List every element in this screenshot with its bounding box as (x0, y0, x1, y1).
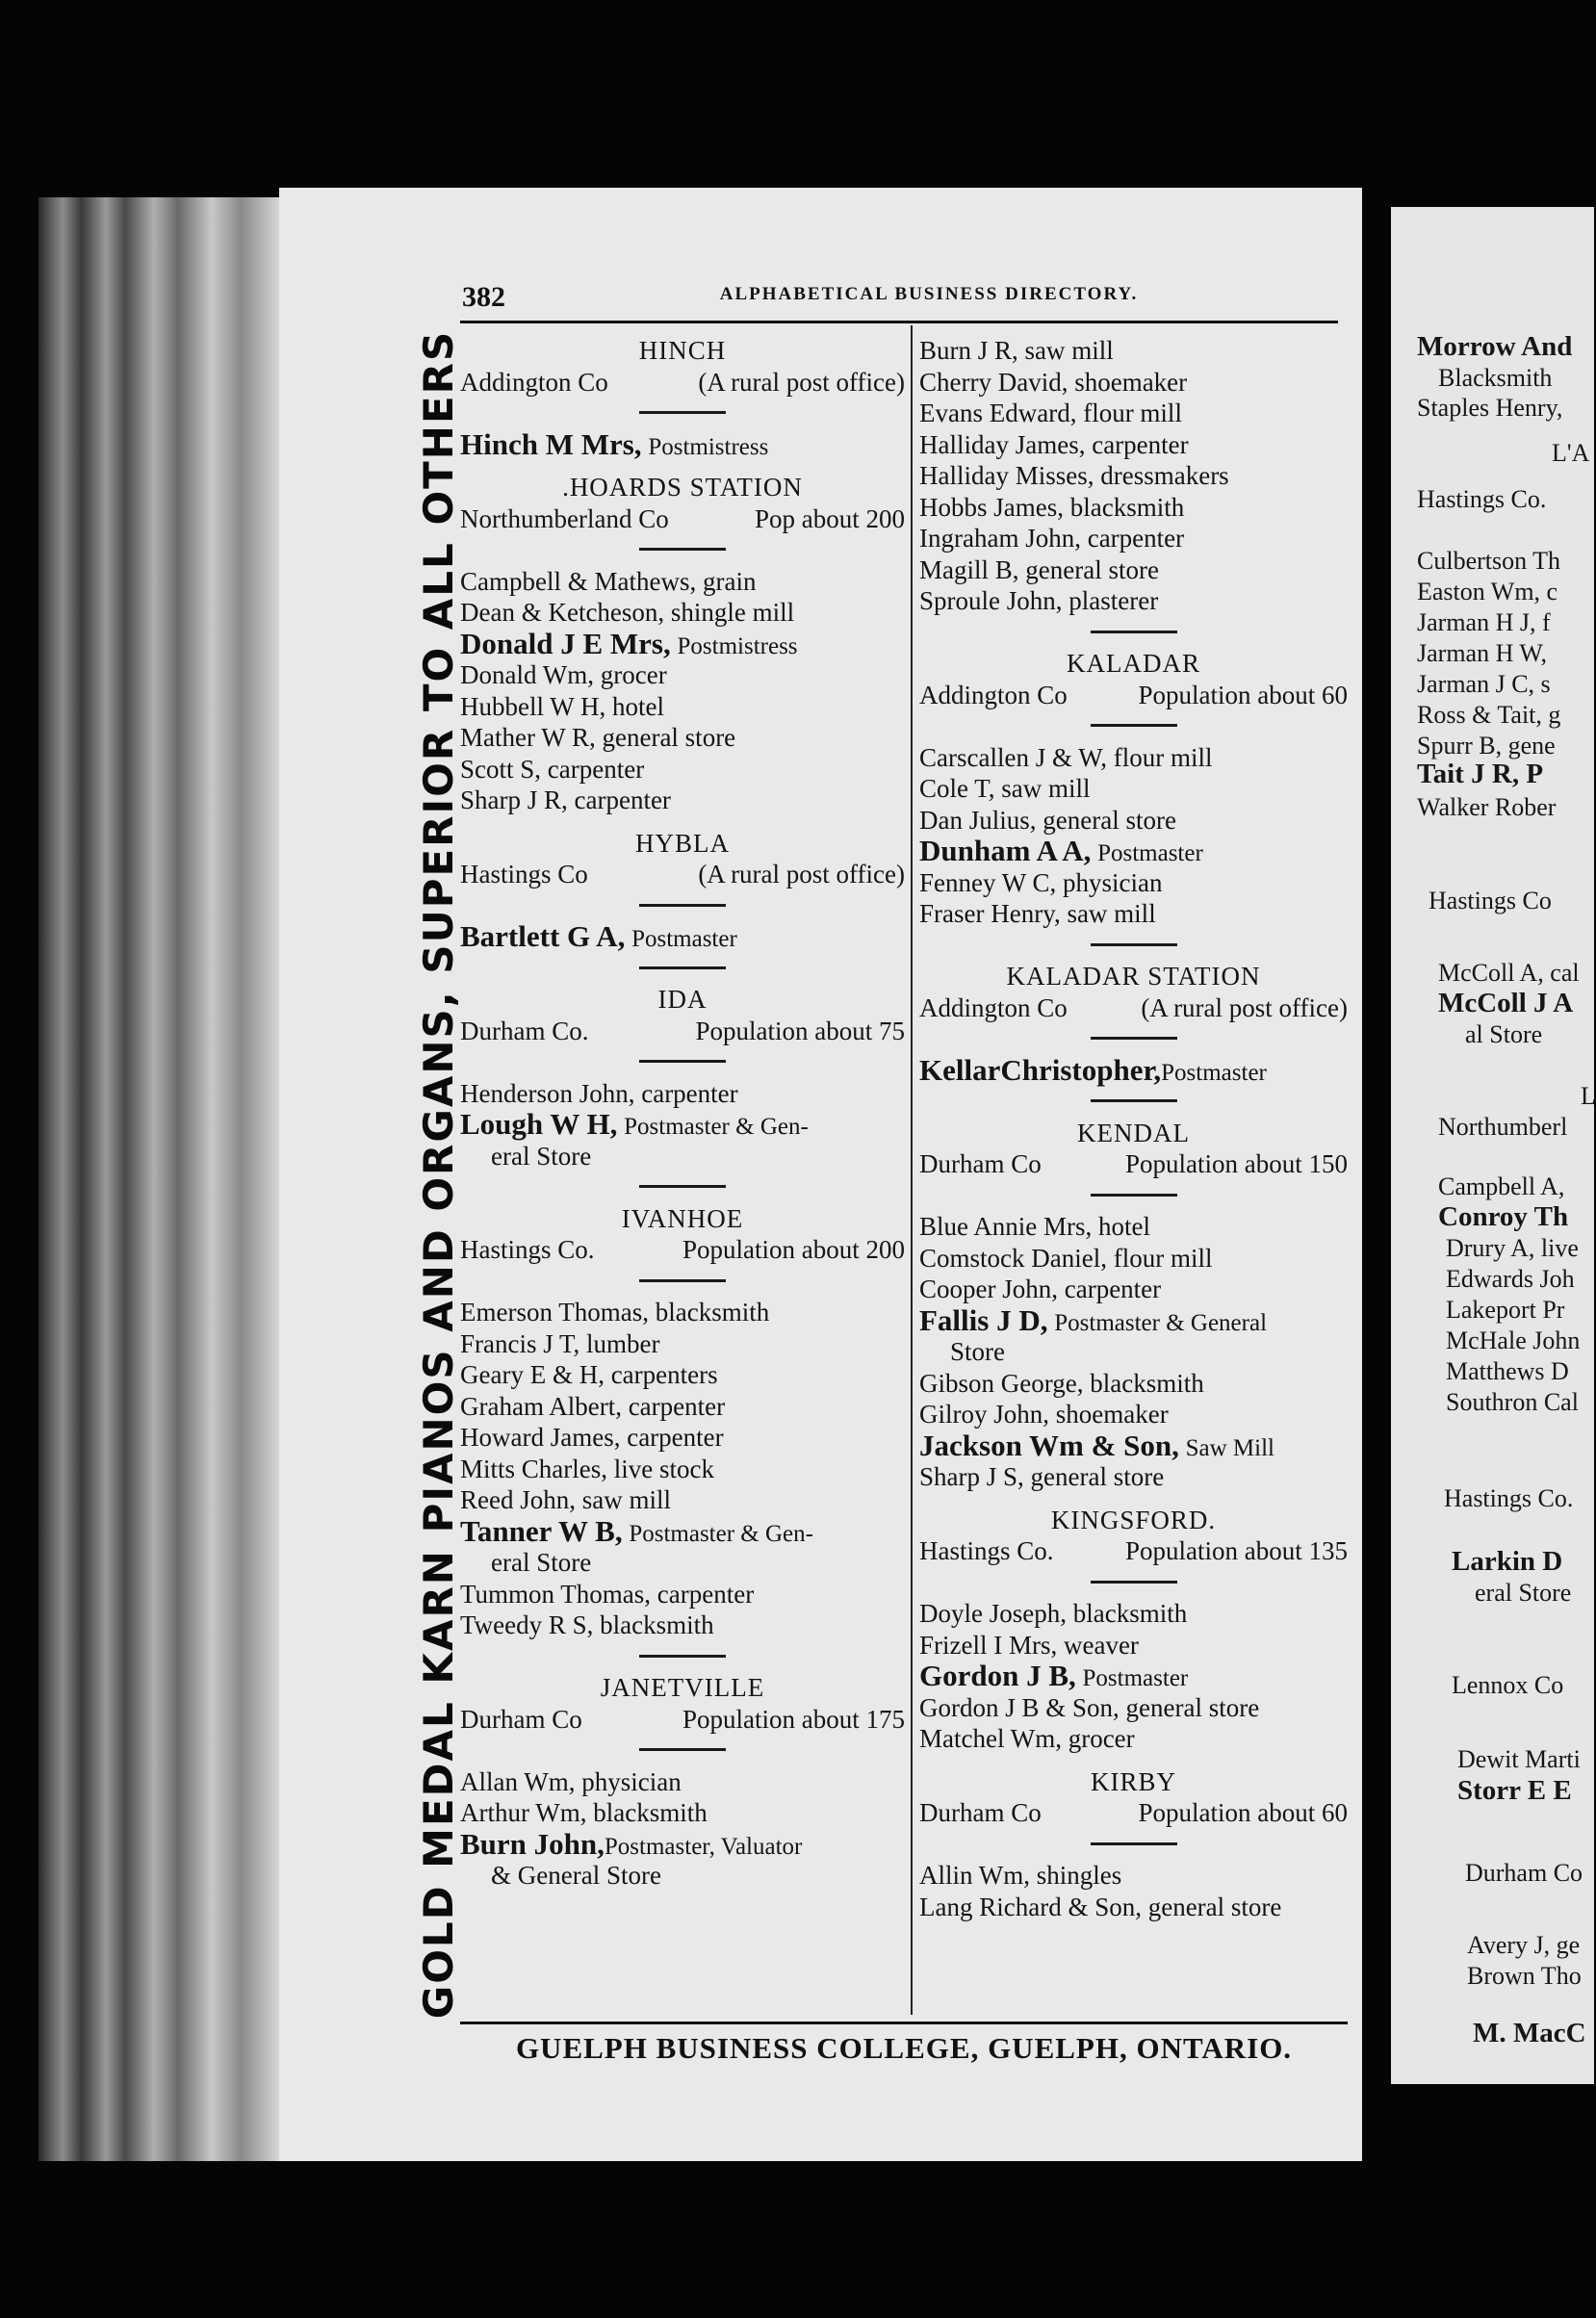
facing-fragment: Morrow And (1417, 331, 1573, 362)
directory-entry: Gordon J B, Postmaster (919, 1659, 1189, 1692)
facing-fragment: Avery J, ge (1467, 1931, 1581, 1959)
town-meta: Hastings Co. Population about 135 (919, 1536, 1348, 1565)
facing-fragment: Dewit Marti (1457, 1745, 1581, 1773)
facing-fragment: Southron Cal (1446, 1388, 1579, 1416)
section-rule (460, 398, 905, 429)
town-heading-janetville: JANETVILLE (600, 1673, 765, 1702)
directory-entry: Cole T, saw mill (919, 774, 1091, 803)
facing-fragment: Hastings Co (1429, 887, 1552, 914)
section-rule (919, 617, 1348, 649)
directory-entry: Reed John, saw mill (460, 1485, 671, 1514)
directory-entry: Geary E & H, carpenters (460, 1360, 718, 1389)
town-heading-ida: IDA (657, 985, 708, 1014)
directory-entry: Jackson Wm & Son, Saw Mill (919, 1428, 1274, 1462)
facing-fragment: Matthews D (1446, 1357, 1569, 1385)
directory-entry: Cooper John, carpenter (919, 1275, 1162, 1303)
directory-entry: Francis J T, lumber (460, 1328, 660, 1358)
facing-fragment: McColl A, cal (1438, 959, 1580, 987)
directory-entry: Sproule John, plasterer (919, 586, 1159, 615)
directory-entry: Lang Richard & Son, general store (919, 1892, 1282, 1921)
directory-entry: Matchel Wm, grocer (919, 1724, 1135, 1753)
facing-fragment: Northumberl (1438, 1113, 1568, 1141)
facing-fragment: Tait J R, P (1417, 759, 1544, 789)
directory-entry: Fenney W C, physician (919, 867, 1163, 897)
directory-entry: Lough W H, Postmaster & Gen- (460, 1107, 809, 1141)
section-rule (460, 1266, 905, 1298)
directory-entry: Burn J R, saw mill (919, 336, 1114, 365)
directory-entry: Cherry David, shoemaker (919, 367, 1188, 397)
directory-entry: Scott S, carpenter (460, 754, 645, 784)
directory-entry: Dan Julius, general store (919, 805, 1176, 835)
facing-fragment: al Store (1465, 1020, 1543, 1048)
column-divider (911, 325, 913, 2015)
town-heading-hybla: HYBLA (635, 828, 730, 858)
town-meta: Durham Co. Population about 75 (460, 1016, 905, 1045)
directory-entry: Emerson Thomas, blacksmith (460, 1298, 770, 1326)
footer-rule (460, 2022, 1348, 2024)
facing-fragment: Spurr B, gene (1417, 732, 1556, 760)
facing-fragment: Lennox Co (1452, 1671, 1564, 1699)
town-heading-kaladar-station: KALADAR STATION (1006, 962, 1261, 991)
directory-entry: Donald J E Mrs, Postmistress (460, 626, 798, 660)
right-column (919, 335, 1348, 1922)
town-meta: Addington Co (A rural post office) (460, 367, 905, 397)
town-meta: Northumberland Co Pop about 200 (460, 503, 905, 533)
facing-fragment: Lakeport Pr (1446, 1296, 1565, 1324)
directory-entry: KellarChristopher,Postmaster (919, 1052, 1267, 1087)
side-advertisement: GOLD MEDAL KARN PIANOS AND ORGANS, SUPERIOR TO ALL OTHERS (415, 329, 462, 2020)
running-head: ALPHABETICAL BUSINESS DIRECTORY. (719, 284, 1139, 304)
directory-entry-continuation: Store (950, 1337, 1005, 1366)
directory-entry-continuation: eral Store (491, 1548, 592, 1577)
section-rule (919, 1086, 1348, 1118)
facing-fragment: Drury A, live (1446, 1234, 1579, 1262)
facing-fragment: Walker Rober (1417, 793, 1557, 821)
facing-fragment: Edwards Joh (1446, 1265, 1575, 1293)
directory-entry: Hubbell W H, hotel (460, 691, 664, 721)
directory-entry: Halliday James, carpenter (919, 429, 1189, 459)
directory-entry: Ingraham John, carpenter (919, 524, 1185, 553)
town-meta: Addington Co Population about 60 (919, 680, 1348, 709)
section-rule (460, 1046, 905, 1078)
directory-entry: Magill B, general store (919, 554, 1159, 584)
page-number: 382 (462, 281, 505, 313)
town-heading-kirby: KIRBY (1090, 1766, 1176, 1796)
directory-entry: Burn John,Postmaster, Valuator (460, 1826, 803, 1861)
facing-fragment: Culbertson Th (1417, 547, 1561, 575)
facing-fragment: McColl J A (1438, 988, 1574, 1018)
directory-entry: Hinch M Mrs, Postmistress (460, 426, 769, 461)
facing-fragment: McHale John (1446, 1326, 1581, 1354)
directory-entry: Gordon J B & Son, general store (919, 1692, 1260, 1722)
section-rule (919, 1023, 1348, 1055)
town-heading-hinch: HINCH (638, 336, 727, 365)
directory-entry: Dunham A A, Postmaster (919, 834, 1203, 867)
section-rule (919, 1180, 1348, 1212)
facing-fragment: M. MacC (1473, 2018, 1586, 2048)
directory-entry: Campbell & Mathews, grain (460, 566, 757, 596)
directory-entry: Dean & Ketcheson, shingle mill (460, 598, 795, 627)
section-rule (460, 890, 905, 922)
facing-fragment: L (1581, 1082, 1596, 1110)
facing-fragment: Easton Wm, c (1417, 578, 1558, 605)
directory-entry: Tanner W B, Postmaster & Gen- (460, 1513, 813, 1548)
section-rule (919, 930, 1348, 962)
section-rule (919, 1829, 1348, 1861)
section-rule (460, 1172, 905, 1203)
town-heading-kingsford: KINGSFORD. (1050, 1505, 1217, 1534)
town-meta: Durham Co Population about 150 (919, 1149, 1348, 1178)
directory-entry: Allan Wm, physician (460, 1766, 682, 1796)
footer-advertisement: GUELPH BUSINESS COLLEGE, GUELPH, ONTARIO. (515, 2031, 1293, 2065)
directory-entry-continuation: eral Store (491, 1141, 592, 1171)
town-heading-hoards-station: .HOARDS STATION (562, 473, 803, 502)
directory-entry: Tummon Thomas, carpenter (460, 1579, 755, 1609)
facing-fragment: Ross & Tait, g (1417, 701, 1561, 729)
facing-fragment: Campbell A, (1438, 1172, 1565, 1200)
directory-entry: Gibson George, blacksmith (919, 1368, 1204, 1398)
directory-entry: Mitts Charles, live stock (460, 1454, 714, 1483)
section-rule (460, 1641, 905, 1673)
directory-entry: Arthur Wm, blacksmith (460, 1798, 708, 1827)
facing-fragment: Jarman H J, f (1417, 608, 1551, 636)
directory-entry: Doyle Joseph, blacksmith (919, 1599, 1188, 1628)
facing-fragment: Staples Henry, (1417, 394, 1563, 422)
town-meta: Addington Co (A rural post office) (919, 992, 1348, 1022)
section-rule (919, 1567, 1348, 1599)
facing-fragment: Larkin D (1452, 1546, 1563, 1577)
directory-entry: Fraser Henry, saw mill (919, 899, 1156, 928)
directory-entry: Mather W R, general store (460, 723, 736, 752)
town-meta: Durham Co Population about 175 (460, 1704, 905, 1734)
facing-fragment: Durham Co (1465, 1859, 1583, 1887)
directory-entry: Sharp J S, general store (919, 1462, 1165, 1491)
facing-fragment: Hastings Co. (1417, 485, 1547, 513)
directory-entry: Sharp J R, carpenter (460, 786, 671, 814)
header-rule (460, 321, 1338, 323)
directory-entry: Tweedy R S, blacksmith (460, 1610, 714, 1639)
directory-entry: Halliday Misses, dressmakers (919, 461, 1229, 490)
town-meta: Hastings Co (A rural post office) (460, 860, 905, 889)
facing-fragment: eral Store (1475, 1579, 1572, 1607)
town-meta: Durham Co Population about 60 (919, 1798, 1348, 1827)
facing-fragment: Hastings Co. (1444, 1484, 1574, 1512)
town-heading-kaladar: KALADAR (1067, 649, 1200, 678)
facing-fragment: Conroy Th (1438, 1201, 1569, 1232)
facing-fragment: Jarman H W, (1417, 639, 1548, 667)
directory-entry: Graham Albert, carpenter (460, 1391, 726, 1421)
town-heading-ivanhoe: IVANHOE (621, 1203, 744, 1233)
directory-entry: Comstock Daniel, flour mill (919, 1243, 1213, 1273)
section-rule (460, 534, 905, 566)
left-column (460, 335, 905, 1892)
directory-entry: Allin Wm, shingles (919, 1861, 1122, 1890)
town-heading-kendal: KENDAL (1077, 1118, 1190, 1147)
directory-entry: Frizell I Mrs, weaver (919, 1630, 1139, 1660)
directory-entry: Gilroy John, shoemaker (919, 1400, 1169, 1429)
facing-fragment: Storr E E (1457, 1775, 1572, 1806)
directory-entry: Carscallen J & W, flour mill (919, 742, 1213, 772)
facing-fragment: Brown Tho (1467, 1962, 1582, 1990)
directory-entry: Hobbs James, blacksmith (919, 492, 1185, 522)
facing-fragment: Blacksmith (1438, 364, 1553, 392)
directory-entry: Henderson John, carpenter (460, 1078, 738, 1108)
directory-entry: Blue Annie Mrs, hotel (919, 1212, 1150, 1241)
directory-entry: Evans Edward, flour mill (919, 399, 1182, 427)
directory-entry-continuation: & General Store (491, 1861, 661, 1890)
directory-entry: Bartlett G A, Postmaster (460, 919, 737, 953)
section-rule (460, 953, 905, 985)
facing-fragment: L'A (1552, 439, 1590, 467)
book-spine-page-edges (39, 197, 279, 2161)
section-rule (460, 1735, 905, 1766)
facing-fragment: Jarman J C, s (1417, 670, 1551, 698)
directory-entry: Fallis J D, Postmaster & General (919, 1302, 1268, 1337)
town-meta: Hastings Co. Population about 200 (460, 1235, 905, 1264)
directory-entry: Howard James, carpenter (460, 1423, 724, 1452)
section-rule (919, 710, 1348, 742)
directory-entry: Donald Wm, grocer (460, 660, 667, 689)
